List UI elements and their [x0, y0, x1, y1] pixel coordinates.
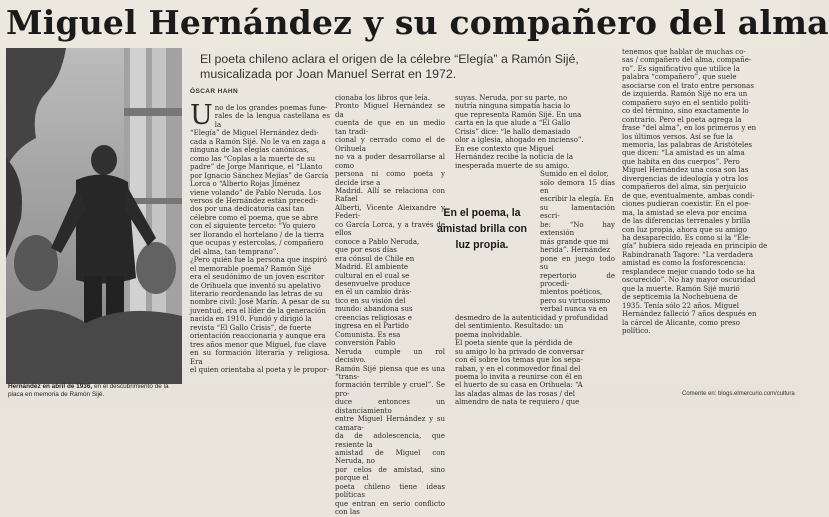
column-2-line: creencias religiosas e [335, 313, 412, 322]
column-4-line: divergencias de ideología y otra los [622, 174, 748, 183]
column-2-line: que por esos días [335, 246, 397, 255]
column-1-line: rales de la lengua castellana es la [214, 112, 330, 129]
column-1-line: versos de Hernández están precedi- [190, 196, 318, 205]
column-4-line: que dicen: “La amistad es un alma [622, 149, 745, 158]
column-3-line: desmedro de la autenticidad y profundidad [455, 313, 609, 322]
column-2-line: Madrid. Allí se relaciona con Rafael [335, 186, 445, 204]
column-2-line: desenvuelve produce [335, 279, 411, 288]
column-3-line: Hernández recibe la noticia de la [455, 153, 574, 162]
column-4-line: que habita en dos cuerpos”. Pero [622, 157, 740, 166]
column-1-line: revista “El Gallo Crisis”, de fuerte [190, 323, 312, 332]
column-2-line: mundo: abandona sus [335, 305, 413, 314]
column-3-line: poema lo invita a reunirse con él en [455, 372, 583, 381]
column-2-line: persona ni como poeta y decide irse a [335, 170, 445, 187]
column-2-line: da de adolescencia, que resiente la [335, 432, 445, 449]
column-3-line: poema inolvidable. [455, 330, 523, 339]
column-4-line: la cárcel de Alicante, como preso [622, 318, 740, 327]
column-2-line: tico en su visión del [335, 296, 406, 305]
column-3-line: almendro de nata te requiero / que [455, 398, 580, 407]
column-4-line: de izquierda. Ramón Sijé no era un [622, 90, 748, 99]
photo-caption [8, 383, 182, 399]
column-1-line: cada a Ramón Sijé. No le va en zaga a [190, 137, 326, 146]
column-1-line: literario reordenando las letras de su [190, 289, 323, 298]
column-1-line: ser llorando el hortelano / de la tierra [190, 230, 325, 239]
column-2-line: cultural en el cual se [335, 271, 410, 280]
column-4-line: palabra “compañero”, que suele [622, 73, 737, 82]
column-2-line: era cónsul de Chile en [335, 254, 415, 263]
column-4-line: memoria, las palabras de Aristóteles [622, 140, 752, 149]
column-3-line: herida”. Hernández [540, 246, 611, 255]
column-4-line: asociarse con el trato entre personas [622, 81, 754, 90]
column-4-line: de septicemia la Nochebuena de [622, 293, 738, 302]
column-4-line: de que, eventualmente, ambas condi- [622, 191, 755, 200]
column-3-line: En ese contexto que Miguel [455, 144, 554, 153]
column-4-line: ma, la amistad se eleva por encima [622, 208, 747, 217]
column-2-line: co García Lorca, y a través de ellos [335, 220, 445, 238]
column-2-line: Comunista. Es esa [335, 330, 401, 339]
column-1-line: con el siguiente terceto: “Yo quiero [190, 222, 316, 231]
column-1-line: nombre civil: José Marín. A pesar de su [190, 298, 330, 307]
column-3-line: el huerto de su casa en Orihuela: “A [455, 381, 583, 390]
column-4-line: contrario. Pero el poeta agrega la [622, 115, 742, 124]
column-4-line: resplandece mejor cuando todo se ha [622, 267, 755, 276]
column-2-line: no va a poder desarrollarse al como [335, 153, 445, 170]
subheadline: El poeta chileno aclara el origen de la célebre “Elegía” a Ramón Sijé, musicalizada por Joan Manuel Serrat en 1972. [200, 52, 579, 81]
column-1-line: ¿Pero quién fue la persona que inspiró [190, 256, 327, 265]
column-1-line: padre” de Jorge Manrique, el “Llanto [190, 163, 323, 172]
column-2-line: en él un cambio drás- [335, 288, 412, 297]
column-4-line: Rabindranath Tagore: “La verdadera [622, 250, 753, 259]
column-3-line: su amigo lo ha privado de conversar [455, 347, 585, 356]
column-2-line: poeta chileno tiene ideas políticas [335, 482, 445, 500]
column-2-line: que entran en serio conflicto con las [335, 499, 445, 517]
column-4-line: Miguel Hernández una cosa son las [622, 166, 749, 175]
article-column-1 [190, 100, 330, 400]
column-1-line: dos por una dedicatoria casi tan [190, 205, 305, 214]
column-2-line: ingresa en el Partido [335, 322, 409, 331]
column-2-line: Madrid. El ambiente [335, 263, 409, 272]
headline: Miguel Hernández y su compañero del alma [6, 3, 829, 42]
column-2-line: Pronto Miguel Hernández se da [335, 102, 445, 119]
column-4-line: Hernández falleció 7 años después en [622, 310, 757, 319]
column-4-line: ha desaparecido. Es como si la “Ele- [622, 233, 751, 242]
column-3-line: inesperada muerte de su amigo. [455, 161, 570, 170]
column-3-line: carta en la que alude a “El Gallo [455, 119, 571, 128]
column-4-line: frase “del alma”, en los primeros y en [622, 124, 757, 133]
column-4-line: que la muerte. Ramón Sijé murió [622, 284, 740, 293]
column-4-line: ro”. Es significativo que utilice la [622, 64, 740, 73]
column-1-line: del alma, tan temprano”. [190, 247, 279, 256]
column-2-line: Alberti, Vicente Aleixandre y Federi- [335, 203, 445, 221]
column-2-line: Ramón Sijé piensa que es una “trans- [335, 364, 445, 381]
column-3-line: suyas. Neruda, por su parte, no [455, 94, 568, 102]
column-4-line: 1935. Tenía sólo 22 años. Miguel [622, 301, 740, 310]
column-2-line: duce entonces un distanciamiento [335, 398, 445, 415]
column-2-line: cional y cerrado como el de Orihuela [335, 136, 445, 153]
byline: ÓSCAR HAHN [190, 88, 239, 95]
column-3-line: sólo demora 15 días en [540, 178, 615, 195]
column-3-line: verbal nunca va en [540, 305, 608, 314]
column-4-line: ciones pudieran coexistir. En el poe- [622, 200, 751, 209]
column-3-line: pone en juego todo su [540, 254, 615, 272]
column-3-line: que representa Ramón Sijé. En una [455, 110, 582, 119]
column-3-line: olor a iglesia, ahogado en incienso”. [455, 136, 584, 145]
column-4-line: compañero suyo en el sentido políti- [622, 98, 751, 107]
column-3-line: con él sobre los temas que los sepa- [455, 356, 583, 365]
column-3-line: Crisis” dice: “le hallo demasiado [455, 127, 571, 136]
column-1-line: ninguna de las elegías canónicas, [190, 146, 309, 155]
column-1-line: en su formación literaria y religiosa. Era [190, 349, 330, 366]
column-4-line: político. [622, 326, 651, 335]
column-3-line: mientos poéticos, [540, 288, 603, 297]
comment-url[interactable]: Comente en: blogs.elmercurio.com/cultura [682, 391, 795, 397]
column-2-line: conoce a Pablo Neruda, [335, 237, 420, 246]
column-1-line: que ocupas y estercolas, / compañero [190, 239, 324, 248]
column-2-line: Neruda cumple un rol decisivo. [335, 347, 445, 365]
caption-lead: Hernández en abril de 1936, [8, 383, 93, 390]
article-column-2 [335, 94, 445, 517]
column-1-line: como las “Coplas a la muerte de su [190, 154, 316, 163]
column-1-line: por Ignacio Sánchez Mejías” de García [190, 171, 329, 180]
column-1-line: era el seudónimo de un joven escritor [190, 273, 325, 282]
column-4-line: sas / compañero del alma, compañe- [622, 56, 752, 65]
column-2-line: formación terrible y cruel”. Se pro- [335, 381, 445, 398]
column-1-line: “Elegía” de Miguel Hernández dedi- [190, 129, 319, 138]
column-1-line: nacida en 1910. Fundó y dirigió la [190, 315, 312, 324]
column-3-line: del sentimiento. Resultado: un [455, 322, 564, 331]
column-2-line: cuenta de que en un medio tan tradi- [335, 119, 445, 136]
column-3-line: Sumido en el dolor, [540, 170, 609, 179]
column-1-line: el quien orientaba al poeta y le propor- [190, 366, 329, 375]
article-column-3 [455, 94, 615, 407]
column-4-line: oscurecido”. No hay mayor oscuridad [622, 276, 756, 285]
column-4-line: con luz propia, ahora que su amigo [622, 225, 747, 234]
column-2-line: entre Miguel Hernández y su camara- [335, 415, 445, 432]
caption-rest: en el descubrimiento de la placa en memoria de Ramón Sijé. [8, 383, 169, 398]
column-1-line: orientación reaccionaria y aunque era [190, 332, 326, 341]
column-2-line: amistad de Miguel con Neruda, no [335, 449, 445, 466]
column-4-line: gía” hubiera sido rejeada en principio de [622, 242, 768, 251]
column-3-line: repertorio de procedi- [540, 271, 615, 288]
column-3-line: escribir la elegía. En [540, 195, 614, 204]
column-2-line: cionaba los libros que leía. [335, 94, 430, 102]
column-3-line: El poeta siente que la pérdida de [455, 339, 573, 348]
column-1-line: el memorable poema? Ramón Sijé [190, 264, 312, 273]
column-3-line: raban, y en el conmovedor final del [455, 364, 581, 373]
column-1-line: Lorca o “Alberto Rojas Jiménez [190, 180, 300, 189]
column-3-line: nutría ninguna simpatía hacia lo [455, 102, 571, 111]
column-1-line: tres años menor que Miguel, fue clave [190, 340, 327, 349]
column-3-line: pero su virtuosismo [540, 296, 611, 305]
article-column-4 [622, 48, 792, 388]
column-4-line: amistad es como la fosforescencia: [622, 259, 746, 268]
column-4-line: tenemos que hablar de muchas co- [622, 48, 746, 56]
dropcap: U [190, 100, 213, 131]
pull-quote: En el poema, la amistad brilla con luz propia. [436, 207, 528, 251]
column-2-line: por celos de amistad, sino porque el [335, 465, 445, 483]
column-1-line: célebre como el poema, que se abre [190, 213, 319, 222]
column-3-line: las aladas almas de las rosas / del [455, 389, 575, 398]
column-1-line: no de los grandes poemas fune- [214, 104, 328, 112]
column-4-line: los últimos versos. Así se fue la [622, 132, 733, 141]
column-3-line: más grande que mi [540, 237, 609, 246]
column-4-line: compañeros del alma, sin perjuicio [622, 183, 747, 192]
column-4-line: co del término, sino exactamente lo [622, 107, 749, 116]
column-1-line: juventud, era el líder de la generación [190, 306, 326, 315]
column-3-line: su lamentación escri- [540, 203, 615, 221]
column-4-line: de las diferencias terrenales y brilla [622, 217, 751, 226]
column-1-line: viene volando” de Pablo Neruda. Los [190, 188, 322, 197]
photo-hernandez [6, 48, 182, 384]
column-1-line: de Orihuela que inventó su apelativo [190, 281, 321, 290]
column-2-line: conversión Pablo [335, 339, 396, 348]
column-3-line: be: “No hay extensión [540, 220, 615, 238]
